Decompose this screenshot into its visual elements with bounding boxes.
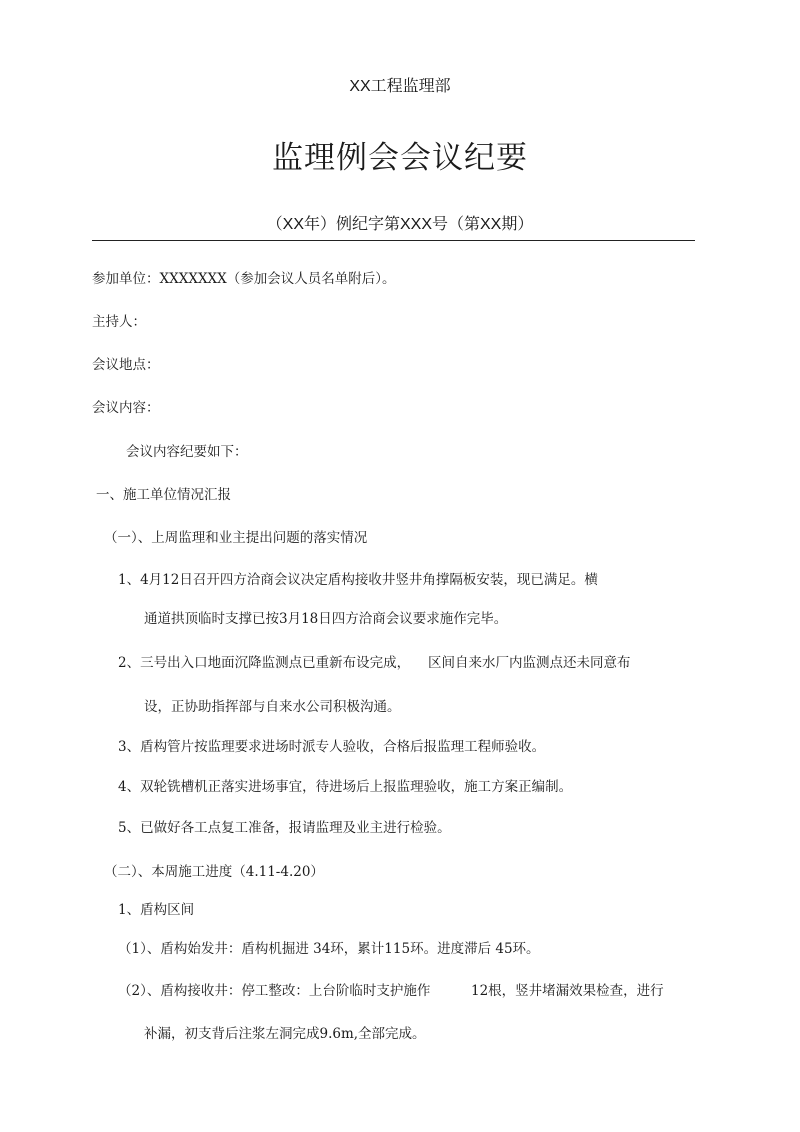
document-title: 监理例会会议纪要 — [272, 140, 528, 176]
list-item-segment: 区间自来水厂内监测点还未同意布 — [428, 655, 631, 671]
progress-item-continuation: 补漏，初支背后注浆左洞完成9.6m,全部完成。 — [144, 1026, 426, 1042]
host-line: 主持人： — [92, 314, 146, 330]
list-item: 3、盾构管片按监理要求进场时派专人验收，合格后报监理工程师验收。 — [118, 739, 546, 755]
section-heading: 一、施工单位情况汇报 — [96, 487, 231, 503]
subsection-heading: （二）、本周施工进度（4.11-4.20） — [104, 864, 324, 880]
org-name: XX工程监理部 — [349, 78, 451, 95]
participants-line: 参加单位：XXXXXXX（参加会议人员名单附后）。 — [92, 271, 396, 287]
list-item: 1、4月12日召开四方洽商会议决定盾构接收井竖井角撑隔板安装，现已满足。横 — [118, 572, 598, 588]
progress-item-segment: 12根，竖井堵漏效果检查，进行 — [471, 983, 664, 999]
content-line: 会议内容： — [92, 400, 160, 416]
document-number: （XX年）例纪字第XXX号（第XX期） — [266, 216, 534, 233]
list-item-continuation: 设，正协助指挥部与自来水公司积极沟通。 — [144, 699, 401, 715]
header-divider — [92, 240, 695, 241]
list-item: 2、三号出入口地面沉降监测点已重新布设完成， — [118, 655, 411, 671]
subsection-heading: （一）、上周监理和业主提出问题的落实情况 — [104, 530, 368, 546]
progress-heading: 1、盾构区间 — [118, 902, 195, 918]
location-line: 会议地点： — [92, 357, 160, 373]
progress-item: （2）、盾构接收井：停工整改：上台阶临时支护施作 — [118, 983, 431, 999]
list-item: 4、双轮铣槽机正落实进场事宜，待进场后上报监理验收，施工方案正编制。 — [118, 779, 573, 795]
list-item-continuation: 通道拱顶临时支撑已按3月18日四方洽商会议要求施作完毕。 — [144, 611, 508, 627]
list-item: 5、已做好各工点复工准备，报请监理及业主进行检验。 — [118, 820, 451, 836]
progress-item: （1）、盾构始发井：盾构机掘进 34环，累计115环。进度滞后 45环。 — [118, 941, 540, 957]
intro-line: 会议内容纪要如下： — [126, 444, 248, 460]
